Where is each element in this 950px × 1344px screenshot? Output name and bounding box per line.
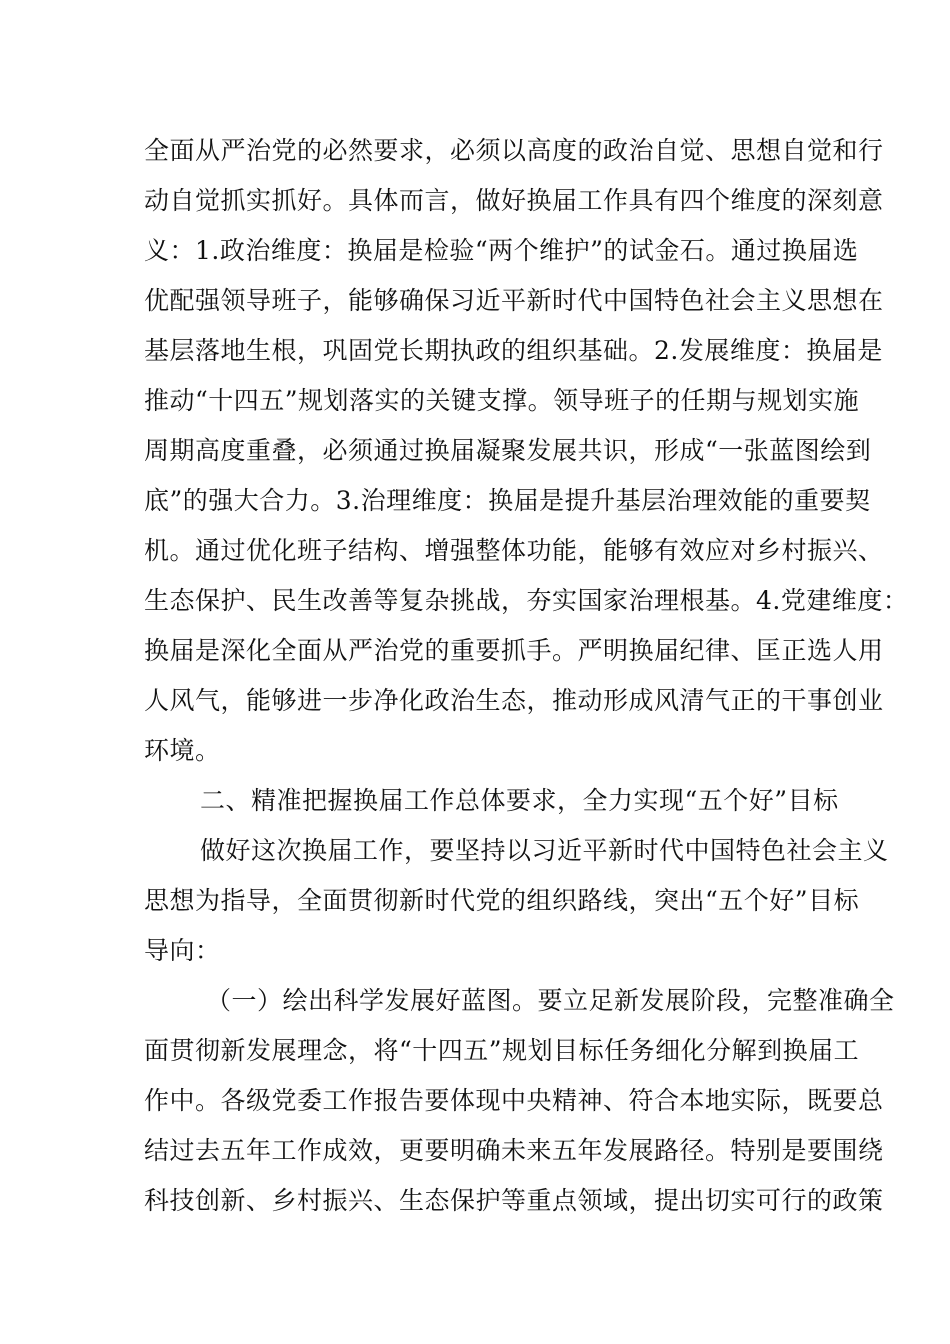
section-heading: 二、精准把握换届工作总体要求，全力实现“五个好”目标 — [200, 786, 839, 815]
text-line: 推动“十四五”规划落实的关键支撑。领导班子的任期与规划实施 — [144, 386, 860, 415]
text-line: 思想为指导，全面贯彻新时代党的组织路线，突出“五个好”目标 — [144, 886, 860, 915]
text-line: 科技创新、乡村振兴、生态保护等重点领域，提出切实可行的政策 — [144, 1186, 884, 1215]
text-line: 基层落地生根，巩固党长期执政的组织基础。2.发展维度：换届是 — [144, 336, 883, 365]
document-body — [144, 126, 909, 1226]
subsection-heading: （一）绘出科学发展好蓝图。要立足新发展阶段，完整准确全 — [206, 986, 895, 1015]
text-line: 动自觉抓实抓好。具体而言，做好换届工作具有四个维度的深刻意 — [144, 186, 884, 215]
text-line: 底”的强大合力。3.治理维度：换届是提升基层治理效能的重要契 — [144, 486, 871, 515]
text-line: 环境。 — [144, 736, 221, 765]
text-line: 生态保护、民生改善等复杂挑战，夯实国家治理根基。4.党建维度： — [144, 586, 909, 615]
text-line: 做好这次换届工作，要坚持以习近平新时代中国特色社会主义 — [200, 836, 889, 865]
text-line: 人风气，能够进一步净化政治生态，推动形成风清气正的干事创业 — [144, 686, 884, 715]
text-line: 面贯彻新发展理念，将“十四五”规划目标任务细化分解到换届工 — [144, 1036, 860, 1065]
text-line: 导向： — [144, 936, 221, 965]
text-line: 周期高度重叠，必须通过换届凝聚发展共识，形成“一张蓝图绘到 — [144, 436, 872, 465]
text-line: 全面从严治党的必然要求，必须以高度的政治自觉、思想自觉和行 — [144, 136, 884, 165]
text-line: 义：1.政治维度：换届是检验“两个维护”的试金石。通过换届选 — [144, 236, 859, 265]
text-line: 结过去五年工作成效，更要明确未来五年发展路径。特别是要围绕 — [144, 1136, 884, 1165]
text-line: 机。通过优化班子结构、增强整体功能，能够有效应对乡村振兴、 — [144, 536, 884, 565]
text-line: 作中。各级党委工作报告要体现中央精神、符合本地实际，既要总 — [144, 1086, 884, 1115]
text-line: 优配强领导班子，能够确保习近平新时代中国特色社会主义思想在 — [144, 286, 884, 315]
text-line: 换届是深化全面从严治党的重要抓手。严明换届纪律、匡正选人用 — [144, 636, 884, 665]
